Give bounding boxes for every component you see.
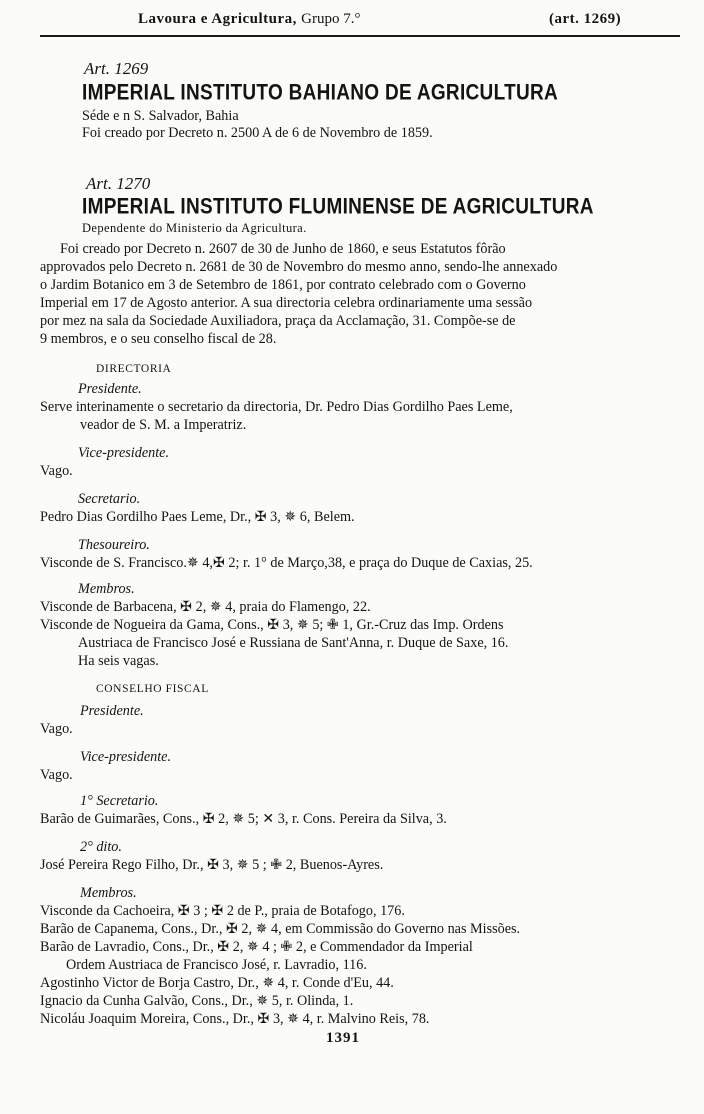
directoria-member-line: Visconde de Nogueira da Gama, Cons., ✠ 3, ✵ 5; ✙ 1, Gr.-Cruz das Imp. Ordens [40, 617, 504, 633]
directoria-tesoureiro-label: Thesoureiro. [78, 537, 150, 553]
conselho-member-line: Barão de Lavradio, Cons., Dr., ✠ 2, ✵ 4 ; ✙ 2, e Commendador da Imperial [40, 939, 473, 955]
conselho-member-line: Barão de Capanema, Cons., Dr., ✠ 2, ✵ 4, em Commissão do Governo nas Missões. [40, 921, 521, 937]
conselho-vice-label: Vice-presidente. [80, 749, 171, 765]
conselho-heading: CONSELHO FISCAL [96, 683, 209, 695]
conselho-sec1-value: Barão de Guimarães, Cons., ✠ 2, ✵ 5; ✕ 3, r. Cons. Pereira da Silva, 3. [40, 811, 447, 827]
directoria-member-line: Austriaca de Francisco José e Russiana de Sant'Anna, r. Duque de Saxe, 16. [78, 635, 509, 651]
directoria-heading: DIRECTORIA [96, 363, 172, 375]
directoria-presidente-line: veador de S. M. a Imperatriz. [80, 417, 247, 433]
conselho-member-line: Ignacio da Cunha Galvão, Cons., Dr., ✵ 5, r. Olinda, 1. [40, 993, 354, 1009]
directoria-presidente-line: Serve interinamente o secretario da directoria, Dr. Pedro Dias Gordilho Paes Leme, [40, 399, 513, 415]
conselho-membros-label: Membros. [80, 885, 137, 901]
page-number: 1391 [326, 1030, 360, 1046]
directoria-vice-value: Vago. [40, 463, 73, 479]
article-1269-number: Art. 1269 [84, 59, 149, 78]
conselho-sec1-label: 1° Secretario. [80, 793, 159, 809]
directoria-presidente-label: Presidente. [78, 381, 142, 397]
conselho-member-line: Nicoláu Joaquim Moreira, Cons., Dr., ✠ 3, ✵ 4, r. Malvino Reis, 78. [40, 1011, 430, 1027]
article-1269-founded: Foi creado por Decreto n. 2500 A de 6 de Novembro de 1859. [82, 125, 433, 141]
paragraph-line: Imperial em 17 de Agosto anterior. A sua directoria celebra ordinariamente uma sessão [40, 295, 533, 311]
group-label: Grupo 7.° [301, 11, 361, 27]
conselho-vice-value: Vago. [40, 767, 73, 783]
article-1269-title: IMPERIAL INSTITUTO BAHIANO DE AGRICULTURA [82, 80, 559, 105]
directoria-secretario-label: Secretario. [78, 491, 141, 507]
directoria-tesoureiro-value: Visconde de S. Francisco.✵ 4,✠ 2; r. 1° de Março,38, e praça do Duque de Caxias, 25. [40, 555, 533, 571]
directoria-member-line: Visconde de Barbacena, ✠ 2, ✵ 4, praia do Flamengo, 22. [40, 599, 371, 615]
conselho-sec2-label: 2° dito. [80, 839, 122, 855]
running-title: Lavoura e Agricultura, [138, 11, 297, 27]
paragraph-line: por mez na sala da Sociedade Auxiliadora, praça da Acclamação, 31. Compõe-se de [40, 313, 516, 329]
conselho-sec2-value: José Pereira Rego Filho, Dr., ✠ 3, ✵ 5 ; ✙ 2, Buenos-Ayres. [40, 857, 384, 873]
paragraph-line: 9 membros, e o seu conselho fiscal de 28. [40, 331, 277, 347]
conselho-member-line: Agostinho Victor de Borja Castro, Dr., ✵ 4, r. Conde d'Eu, 44. [40, 975, 394, 991]
directoria-membros-label: Membros. [78, 581, 135, 597]
conselho-presidente-value: Vago. [40, 721, 73, 737]
paragraph-line: Foi creado por Decreto n. 2607 de 30 de Junho de 1860, e seus Estatutos fôrão [60, 241, 506, 257]
paragraph-line: approvados pelo Decreto n. 2681 de 30 de Novembro do mesmo anno, sendo-lhe annexado [40, 259, 558, 275]
directoria-vice-label: Vice-presidente. [78, 445, 169, 461]
running-header [138, 12, 360, 27]
article-1270-title: IMPERIAL INSTITUTO FLUMINENSE DE AGRICULTURA [82, 194, 594, 219]
article-1270-dependency: Dependente do Ministerio da Agricultura. [82, 221, 307, 235]
article-1270-number: Art. 1270 [86, 174, 151, 193]
conselho-member-line: Visconde da Cachoeira, ✠ 3 ; ✠ 2 de P., praia de Botafogo, 176. [40, 903, 405, 919]
directoria-secretario-value: Pedro Dias Gordilho Paes Leme, Dr., ✠ 3, ✵ 6, Belem. [40, 509, 355, 525]
conselho-presidente-label: Presidente. [80, 703, 144, 719]
conselho-member-line: Ordem Austriaca de Francisco José, r. Lavradio, 116. [66, 957, 367, 973]
article-1269-seat: Séde e n S. Salvador, Bahia [82, 108, 239, 124]
paragraph-line: o Jardim Botanico em 3 de Setembro de 1861, por contrato celebrado com o Governo [40, 277, 526, 293]
header-rule [40, 35, 680, 37]
directoria-member-line: Ha seis vagas. [78, 653, 159, 669]
article-reference: (art. 1269) [549, 11, 622, 27]
